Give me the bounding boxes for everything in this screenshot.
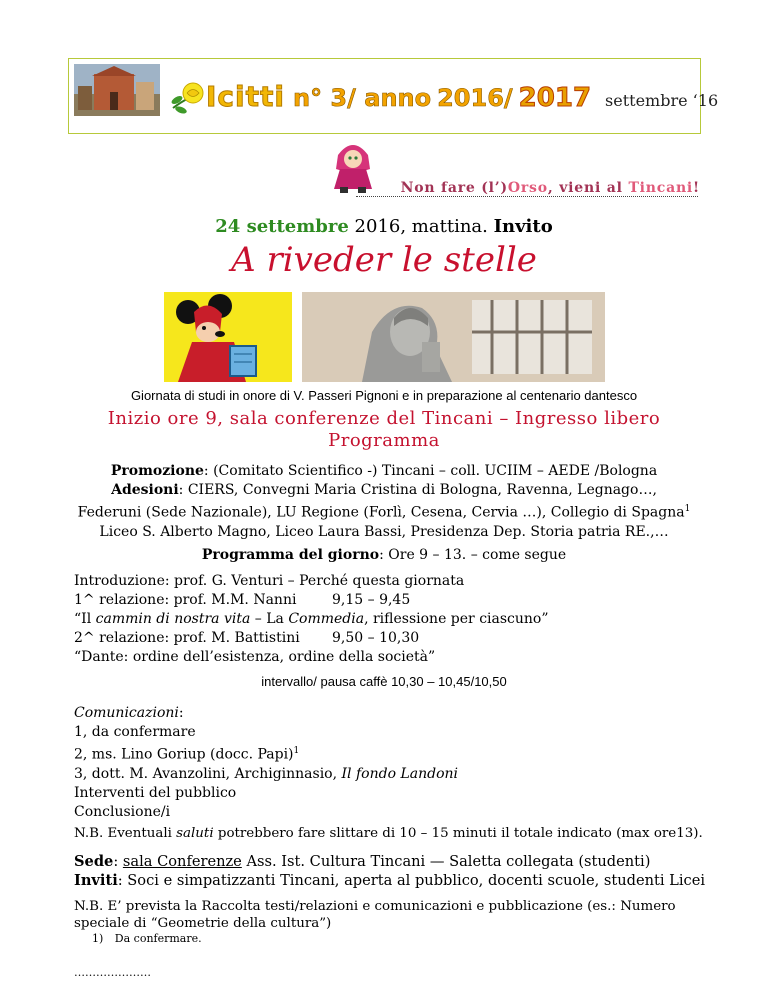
relazione-2: 2^ relazione: prof. M. Battistini (74, 630, 300, 646)
comunicazioni-colon: : (178, 705, 184, 721)
nb1-c: potrebbero fare slittare di 10 – 15 minuti il totale indicato (max ore13). (213, 826, 703, 841)
sede-label: Sede (74, 853, 114, 870)
programma-text: : Ore 9 – 13. – come segue (379, 547, 567, 563)
adesioni-line3: Liceo S. Alberto Magno, Liceo Laura Bassi, Presidenza Dep. Storia patria RE.,… (99, 523, 669, 540)
footnote-ref: 1 (684, 504, 691, 514)
sede-room: sala Conferenze (122, 853, 242, 870)
sede-colon: : (113, 853, 123, 870)
footnote-text: Da confermare. (114, 932, 202, 945)
event-time: 2016, mattina. (348, 216, 494, 237)
comunicazioni-label: Comunicazioni (74, 705, 179, 721)
nb2-line2: speciale di “Geometrie della cultura”) (74, 916, 332, 931)
footnote-number: 1) (92, 932, 104, 945)
intervallo: intervallo/ pausa caffè 10,30 – 10,45/10,50 (261, 674, 507, 689)
promozione-text: : (Comitato Scientifico -) Tincani – coll. UCIIM – AEDE /Bologna (203, 463, 658, 479)
rel1-title-a: “Il (74, 611, 96, 627)
motto-pre: Non fare (l’) (400, 180, 508, 196)
adesioni-line2: Federuni (Sede Nazionale), LU Regione (Forlì, Cesena, Cervia …), Collegio di Spagna (77, 504, 685, 521)
nota-saluti (74, 824, 703, 843)
comunicazione-2-ref: 1 (293, 746, 300, 756)
event-subtitle: Giornata di studi in onore di V. Passeri Pignoni e in preparazione al centenario dantesco (130, 388, 638, 403)
nb2-line1: N.B. E’ prevista la Raccolta testi/relazioni e comunicazioni e pubblicazione (es.: Numero (74, 899, 676, 914)
yellow-rose-icon (167, 78, 207, 118)
comunicazione-2: 2, ms. Lino Goriup (docc. Papi) (74, 746, 294, 763)
intro-line: Introduzione: prof. G. Venturi – Perché questa giornata (74, 573, 465, 589)
start-info-line: Inizio ore 9, sala conferenze del Tincani – Ingresso libero (107, 408, 661, 429)
nota-pubblicazione (74, 898, 676, 932)
comunicazioni (74, 704, 458, 822)
issue-date: settembre ‘16 (605, 91, 719, 110)
adesioni-label: Adesioni (111, 482, 179, 498)
newsletter-name: Icitti (206, 80, 285, 113)
relazione-2-title: “Dante: ordine dell’esistenza, ordine della società” (74, 649, 436, 665)
issue-year-a: 2016/ (437, 84, 513, 112)
sede-text: Ass. Ist. Cultura Tincani — Saletta collegata (studenti) (241, 853, 651, 870)
event-date: 24 settembre (215, 216, 349, 237)
mickey-dante-cartoon (164, 292, 292, 382)
relazione-1-time: 9,15 – 9,45 (332, 592, 411, 608)
adesioni-line1: : CIERS, Convegni Maria Cristina di Bologna, Ravenna, Legnago…, (178, 482, 657, 498)
programma-heading: Programma (328, 430, 440, 451)
issue-number: n° 3/ anno (292, 84, 432, 112)
programma-line (0, 546, 768, 565)
footnote (92, 932, 202, 945)
nb1-b: saluti (176, 826, 214, 841)
programma-label: Programma del giorno (201, 547, 380, 563)
interventi: Interventi del pubblico (74, 784, 237, 801)
schedule (74, 572, 694, 667)
rel1-title-d: Commedia (288, 611, 365, 627)
relazione-2-time: 9,50 – 10,30 (332, 630, 420, 646)
rel1-title-e: , riflessione per ciascuno” (364, 611, 549, 627)
comunicazione-1: 1, da confermare (74, 724, 196, 740)
end-dots: ………………… (74, 966, 151, 979)
church-photo (74, 64, 160, 116)
rel1-title-b: cammin di nostra vita (95, 611, 251, 627)
nb1-a: N.B. Eventuali (74, 826, 177, 841)
issue-year-b: 2017 (518, 83, 592, 113)
start-info (0, 408, 768, 452)
newsletter-header (206, 80, 719, 113)
masha-illustration (328, 135, 378, 195)
rel1-title-c: – La (250, 611, 289, 627)
motto-post: ! (693, 180, 700, 196)
inviti-label: Inviti (74, 872, 118, 889)
event-date-line (0, 216, 768, 237)
sede-inviti (74, 852, 705, 890)
comunicazione-3: 3, dott. M. Avanzolini, Archiginnasio, (74, 765, 342, 782)
relazione-1: 1^ relazione: prof. M.M. Nanni (74, 592, 297, 608)
page-title: A riveder le stelle (231, 240, 537, 280)
promozione-label: Promozione (110, 463, 204, 479)
motto (390, 180, 700, 196)
dotted-divider (356, 196, 698, 197)
comunicazione-3-title: Il fondo Landoni (341, 765, 458, 782)
motto-orso: Orso (507, 180, 548, 196)
motto-mid: , vieni al (547, 180, 629, 196)
dante-statue-photo (302, 292, 605, 382)
inviti-text: : Soci e simpatizzanti Tincani, aperta al pubblico, docenti scuole, studenti Licei (117, 872, 706, 889)
motto-tincani: Tincani (628, 180, 694, 196)
organizers-block (0, 462, 768, 542)
conclusione: Conclusione/i (74, 803, 171, 820)
invito-label: Invito (493, 216, 553, 237)
